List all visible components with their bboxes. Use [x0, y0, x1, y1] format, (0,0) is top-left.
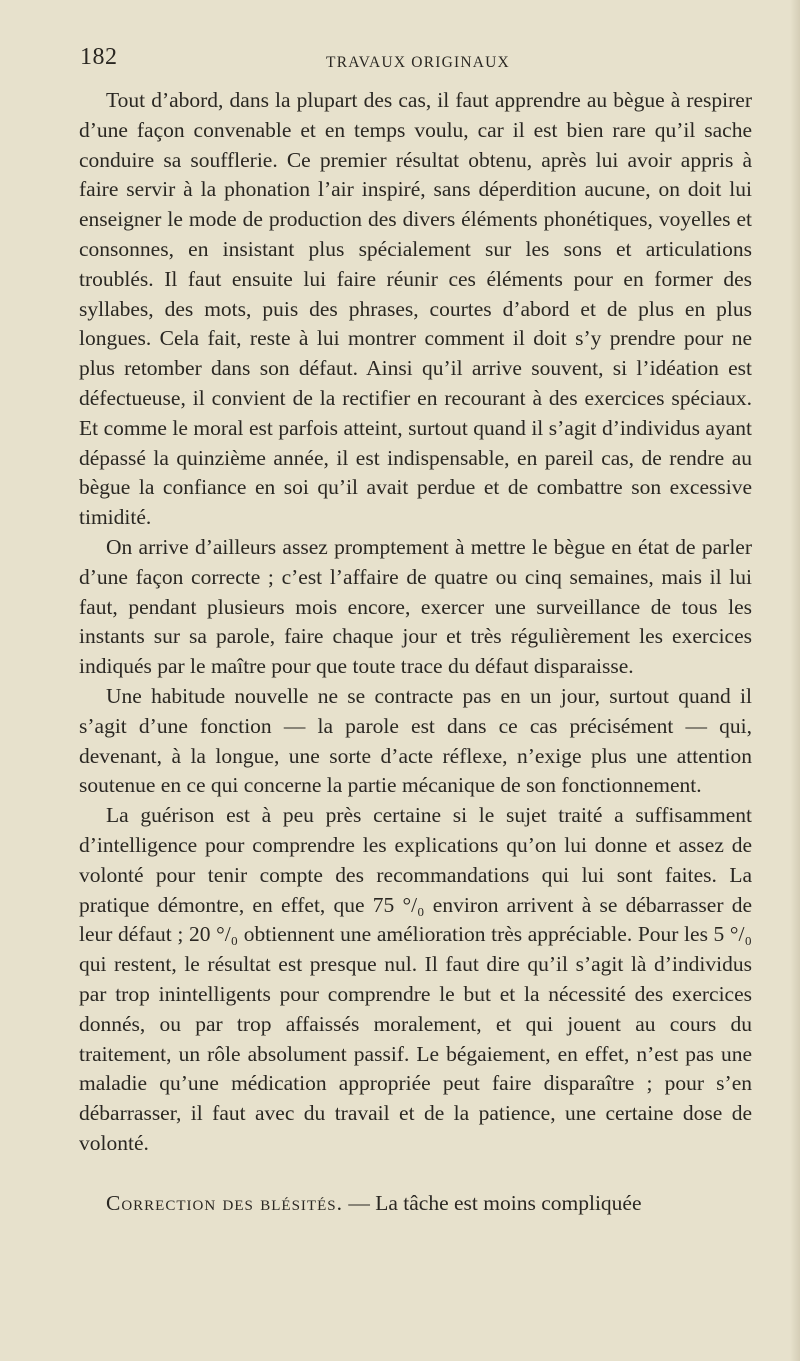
running-head: TRAVAUX ORIGINAUX — [326, 54, 510, 71]
page-body — [79, 86, 752, 1218]
section-paragraph — [79, 1189, 752, 1219]
section-heading: Correction des blésités. — [106, 1190, 343, 1215]
paragraph-new-habit: Une habitude nouvelle ne se contracte pas en un jour, surtout quand il s’agit d’une fonction — la parole est dans ce cas précisément — qui, devenant, à la longue, une sorte d’acte réflexe, n’exige plus une attention soutenue en ce qui concerne la partie mécanique de son fonctionnement. — [79, 683, 752, 798]
section-separator: — — [342, 1190, 376, 1215]
paragraph-cure-rate: La guérison est à peu près certaine si le sujet traité a suffisamment d’intelligence pour comprendre les explications qu’on lui donne et assez de volonté pour tenir compte des recommandations qui lui sont faites. La pratique démontre, en effet, que 75 °/₀ environ arrivent à se débarrasser de leur défaut ; 20 °/₀ obtiennent une amélioration très appréciable. Pour les 5 °/₀ qui restent, le résultat est presque nul. Il faut dire qu’il s’agit là d’individus par trop inintelligents pour comprendre le but et la nécessité des exercices donnés, ou par trop affaissés moralement, et qui jouent au cours du traitement, un rôle absolument passif. Le bégaiement, en effet, n’est pas une maladie qu’une médication appropriée peut faire disparaître ; pour s’en débarrasser, il faut avec du travail et de la patience, une certaine dose de volonté. — [79, 803, 752, 1155]
page-number: 182 — [80, 44, 118, 70]
section-text: La tâche est moins compliquée — [375, 1190, 642, 1215]
page-header — [78, 38, 758, 78]
paragraph-correct-speech: On arrive d’ailleurs assez promptement à mettre le bègue en état de parler d’une façon correcte ; c’est l’affaire de quatre ou cinq semaines, mais il lui faut, pendant plusieurs mois encore, exercer une surveillance de tous les instants sur sa parole, faire chaque jour et très régulièrement les exercices indiqués par le maître pour que toute trace du défaut disparaisse. — [79, 534, 752, 679]
paper-edge — [790, 0, 800, 1361]
paragraph-breathing: Tout d’abord, dans la plupart des cas, il faut apprendre au bègue à respirer d’une façon convenable et en temps voulu, car il est bien rare qu’il sache conduire sa soufflerie. Ce premier résultat obtenu, après lui avoir appris à faire servir à la phonation l’air inspiré, sans déperdition aucune, on doit lui enseigner le mode de production des divers éléments phonétiques, voyelles et consonnes, en insistant plus spécialement sur les sons et articulations troublés. Il faut ensuite lui faire réunir ces éléments pour en former des syllabes, des mots, puis des phrases, courtes d’abord et de plus en plus longues. Cela fait, reste à lui montrer comment il doit s’y prendre pour ne plus retomber dans son défaut. Ainsi qu’il arrive souvent, si l’idéation est défectueuse, il convient de la rectifier en recourant à des exercices spéciaux. Et comme le moral est parfois atteint, surtout quand il s’agit d’individus ayant dépassé la quinzième année, il est indispensable, en pareil cas, de rendre au bègue la confiance en soi qu’il avait perdue et de combattre son excessive timidité. — [79, 88, 752, 530]
